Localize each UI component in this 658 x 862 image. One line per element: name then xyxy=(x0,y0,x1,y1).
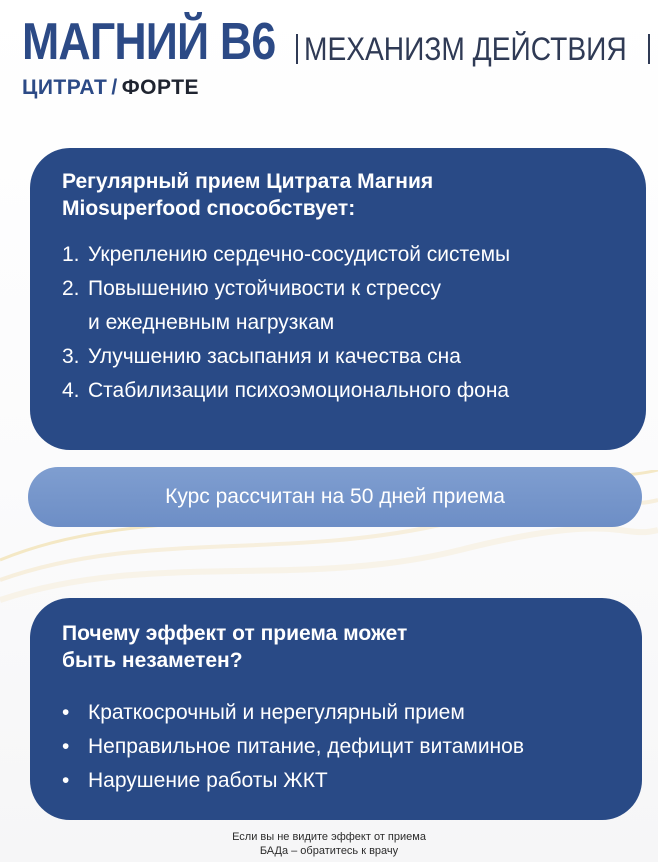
why-list xyxy=(62,696,612,798)
benefits-heading-line2: Miosuperfood способствует: xyxy=(62,197,356,220)
list-item-text: Укреплению сердечно-сосудистой системы xyxy=(88,243,511,266)
list-item xyxy=(62,374,616,408)
why-heading xyxy=(62,620,612,674)
list-number: 3. xyxy=(62,345,80,368)
disclaimer-line1: Если вы не видите эффект от приема xyxy=(232,831,426,843)
subtitle-slash: / xyxy=(111,76,118,99)
benefits-heading xyxy=(62,168,616,222)
list-item-text: Неправильное питание, дефицит витаминов xyxy=(88,735,524,758)
title-separator-left xyxy=(296,34,298,64)
list-item xyxy=(62,238,616,272)
list-number: 2. xyxy=(62,277,80,300)
list-item-text: Нарушение работы ЖКТ xyxy=(88,769,328,792)
list-item xyxy=(62,764,612,798)
header xyxy=(22,12,652,102)
benefits-card xyxy=(30,148,646,450)
mechanism-heading: МЕХАНИЗМ ДЕЙСТВИЯ xyxy=(304,31,627,67)
disclaimer-line2: БАДа – обратитесь к врачу xyxy=(259,845,399,857)
list-item-text: Краткосрочный и нерегулярный прием xyxy=(88,701,465,724)
list-item-text: Улучшению засыпания и качества сна xyxy=(88,345,461,368)
list-item-text: Стабилизации психоэмоционального фона xyxy=(88,379,510,402)
product-subtitle xyxy=(22,76,199,100)
course-duration-banner: Курс рассчитан на 50 дней приема xyxy=(28,467,642,527)
why-card xyxy=(30,598,642,820)
title-separator-right xyxy=(648,34,650,64)
bullet-icon: • xyxy=(62,769,70,792)
bullet-icon: • xyxy=(62,701,70,724)
subtitle-forte: ФОРТЕ xyxy=(121,76,200,99)
why-heading-line1: Почему эффект от приема может xyxy=(62,622,408,645)
benefits-heading-line1: Регулярный прием Цитрата Магния xyxy=(62,170,434,193)
list-item xyxy=(62,272,616,340)
subtitle-citrate: ЦИТРАТ xyxy=(22,76,108,99)
list-item-text: Повышению устойчивости к стрессу xyxy=(88,277,441,300)
benefits-list xyxy=(62,238,616,408)
list-item xyxy=(62,730,612,764)
bullet-icon: • xyxy=(62,735,70,758)
product-title: МАГНИЙ В6 xyxy=(22,13,276,71)
why-heading-line2: быть незаметен? xyxy=(62,649,243,672)
list-item xyxy=(62,696,612,730)
list-number: 1. xyxy=(62,243,80,266)
list-item xyxy=(62,340,616,374)
disclaimer xyxy=(0,830,658,858)
list-item-text-continued: и ежедневным нагрузкам xyxy=(88,311,335,334)
list-number: 4. xyxy=(62,379,80,402)
